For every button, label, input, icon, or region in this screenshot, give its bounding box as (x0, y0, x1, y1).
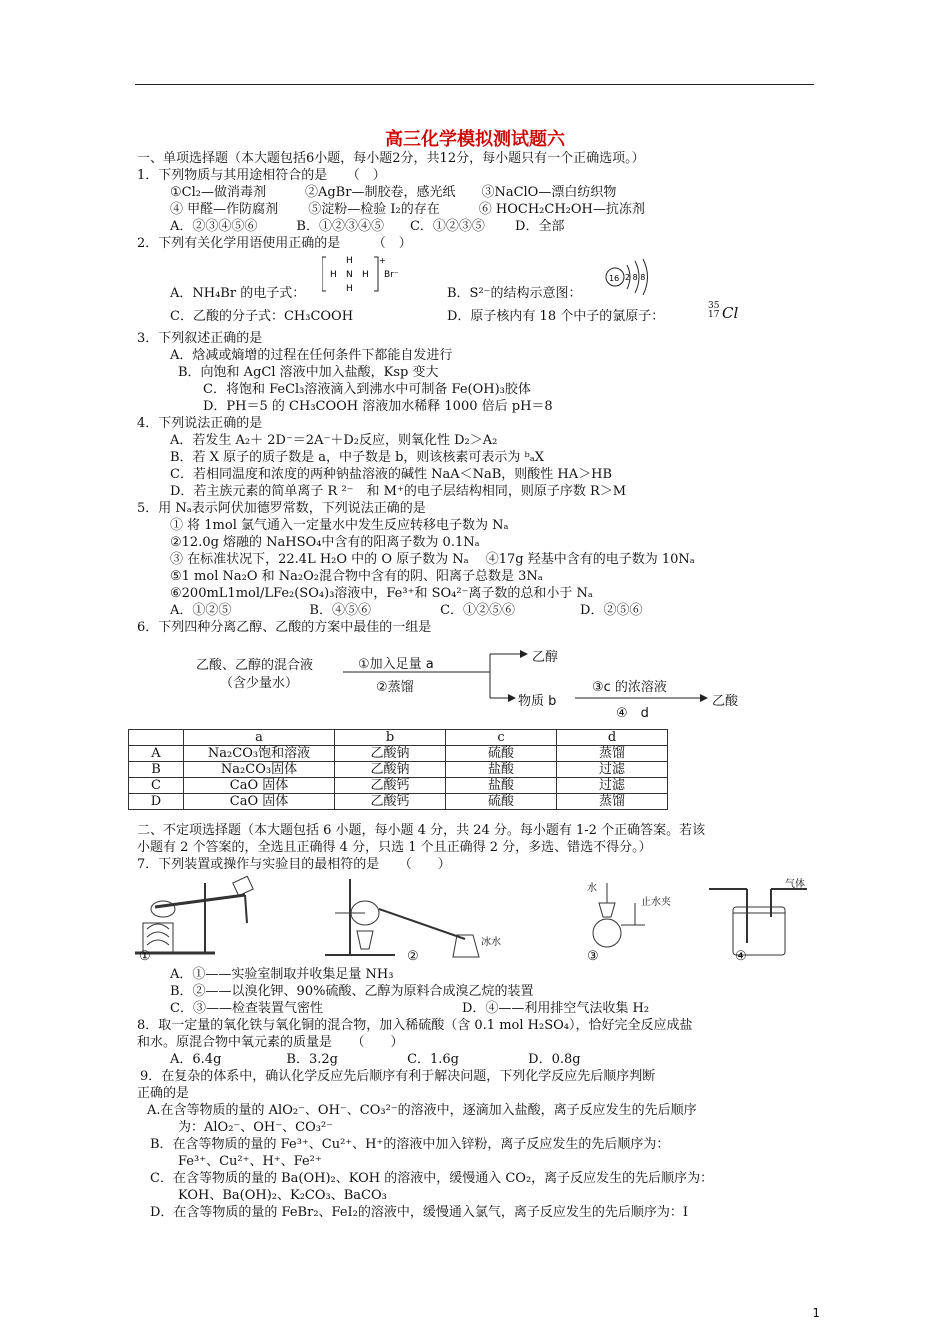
table-cell: CaO 固体 (184, 794, 335, 810)
flow-step4: ④ d (616, 706, 649, 721)
section-2-heading-line1: 二、不定项选择题（本大题包括 6 小题，每小题 4 分，共 24 分。每小题有 1-2 个正确答案。若该 (137, 823, 706, 838)
bromide-label: Br⁻ (384, 270, 399, 280)
q4-option-d: D．若主族元素的简单离子 R ²⁻ 和 M⁺的电子层结构相同，则原子序数 R＞M (170, 484, 627, 499)
flow-substance-b: 物质 b (518, 694, 557, 709)
table-cell: CaO 固体 (184, 778, 335, 794)
q3-option-b: B．向饱和 AgCl 溶液中加入盐酸，Ksp 变大 (178, 365, 439, 380)
apparatus-label-2: ② (407, 949, 419, 964)
table-cell: C (129, 778, 184, 794)
page-number: 1 (812, 1306, 820, 1320)
q4-option-b: B．若 X 原子的质子数是 a，中子数是 b，则该核素可表示为 ᵇₐX (170, 450, 545, 465)
flow-step3: ③c 的浓溶液 (592, 680, 667, 695)
table-header-row (129, 730, 668, 746)
flow-step2: ②蒸馏 (376, 680, 414, 695)
q5-line2: ②12.0g 熔融的 NaHSO₄中含有的阳离子数为 0.1Nₐ (170, 535, 480, 550)
q7-option-c: C．③——检查装置气密性 (170, 1001, 323, 1016)
q2-option-d: D．原子核内有 18 个中子的氯原子： (447, 309, 665, 324)
q2-stem: 2．下列有关化学用语使用正确的是 （ ） (137, 236, 412, 251)
sulfur-shell-label: 2 8 8 (625, 273, 646, 282)
sulfide-ion-structure-figure (603, 255, 659, 299)
q3-option-c: C．将饱和 FeCl₃溶液滴入到沸水中可制备 Fe(OH)₃胶体 (203, 382, 531, 397)
table-cell: A (129, 746, 184, 762)
svg-text:H: H (346, 256, 353, 266)
flow-acetic-acid: 乙酸 (712, 694, 739, 709)
header-rule (135, 84, 814, 85)
apparatus-water-label: 水 (587, 883, 597, 894)
q3-stem: 3．下列叙述正确的是 (137, 331, 263, 346)
table-cell: 蒸馏 (557, 794, 668, 810)
table-cell: 乙酸钙 (335, 778, 446, 794)
q4-option-a: A．若发生 A₂＋ 2D⁻＝2A⁻＋D₂反应，则氧化性 D₂＞A₂ (170, 433, 498, 448)
q7-option-d: D．④——利用排空气法收集 H₂ (462, 1001, 650, 1016)
q5-line4: ⑤1 mol Na₂O 和 Na₂O₂混合物中含有的阴、阳离子总数是 3Nₐ (170, 569, 543, 584)
table-cell: Na₂CO₃饱和溶液 (184, 746, 335, 762)
q8-options: A．6.4g B．3.2g C．1.6g D．0.8g (170, 1052, 581, 1067)
table-cell: D (129, 794, 184, 810)
q5-stem: 5．用 Nₐ表示阿伏加德罗常数，下列说法正确的是 (137, 501, 426, 516)
chlorine-isotope-symbol (708, 302, 719, 320)
table-cell: 过滤 (557, 778, 668, 794)
q9-option-a-line2: 为：AlO₂⁻、OH⁻、CO₃²⁻ (178, 1120, 334, 1135)
q6-options-table (128, 729, 668, 810)
q6-flow-diagram (190, 640, 770, 722)
q7-stem: 7．下列装置或操作与实验目的最相符的是 （ ） (137, 857, 451, 872)
q1-options: A．②③④⑤⑥ B．①②③④⑤ C．①②③⑤ D．全部 (170, 219, 565, 234)
svg-text:H: H (346, 284, 353, 294)
q3-option-d: D．PH＝5 的 CH₃COOH 溶液加水稀释 1000 倍后 pH＝8 (203, 399, 553, 414)
q2-option-c: C．乙酸的分子式：CH₃COOH (170, 309, 354, 324)
isotope-atomic-number: 17 (708, 310, 720, 320)
section-1-heading: 一、单项选择题（本大题包括6小题，每小题2分，共12分，每小题只有一个正确选项。） (137, 151, 645, 166)
q4-option-c: C．若相同温度和浓度的两种钠盐溶液的碱性 NaA＜NaB，则酸性 HA＞HB (170, 467, 613, 482)
q1-stem: 1．下列物质与其用途相符合的是 （ ） (137, 168, 386, 183)
table-cell: 乙酸钙 (335, 794, 446, 810)
table-cell: 盐酸 (446, 762, 557, 778)
table-cell: 盐酸 (446, 778, 557, 794)
table-cell: 乙酸钠 (335, 746, 446, 762)
apparatus-label-1: ① (139, 949, 151, 964)
apparatus-gas-label: 气体 (785, 879, 805, 890)
q9-option-b-line2: Fe³⁺、Cu²⁺、H⁺、Fe²⁺ (178, 1154, 322, 1169)
page-title: 高三化学模拟测试题六 (385, 129, 565, 150)
q2-option-b: B．S²⁻的结构示意图： (447, 286, 582, 301)
svg-text:+: + (379, 256, 386, 265)
table-cell: 乙酸钠 (335, 762, 446, 778)
svg-text:H: H (330, 270, 337, 280)
table-cell: 过滤 (557, 762, 668, 778)
q7-option-a: A．①——实验室制取并收集足量 NH₃ (170, 967, 394, 982)
q9-option-b-line1: B．在含等物质的量的 Fe³⁺、Cu²⁺、H⁺的溶液中加入锌粉，离子反应发生的先后顺序为： (150, 1137, 670, 1152)
table-cell: Na₂CO₃固体 (184, 762, 335, 778)
table-cell: 硫酸 (446, 794, 557, 810)
q2-option-a: A．NH₄Br 的电子式： (170, 286, 306, 301)
q9-line1: 9．在复杂的体系中，确认化学反应先后顺序有利于解决问题，下列化学反应先后顺序判断 (140, 1069, 656, 1084)
q1-line1: ①Cl₂—做消毒剂 ②AgBr—制胶卷，感光纸 ③NaClO—漂白纺织物 (170, 185, 617, 200)
table-header-cell: d (557, 730, 668, 746)
q7-apparatus-figures (135, 873, 815, 965)
table-row (129, 794, 668, 810)
q9-line2: 正确的是 (137, 1086, 190, 1101)
svg-text:N: N (346, 270, 353, 280)
table-row (129, 778, 668, 794)
table-row (129, 762, 668, 778)
apparatus-label-3: ③ (587, 949, 599, 964)
apparatus-ice-label: 冰水 (481, 937, 501, 948)
table-cell: B (129, 762, 184, 778)
apparatus-clip-label: 止水夹 (641, 897, 671, 908)
q8-line1: 8．取一定量的氧化铁与氧化铜的混合物，加入稀硫酸（含 0.1 mol H₂SO₄），恰好完全反应成盐 (137, 1018, 693, 1033)
q6-stem: 6．下列四种分离乙醇、乙酸的方案中最佳的一组是 (137, 620, 432, 635)
table-header-cell: a (184, 730, 335, 746)
section-2-heading-line2: 小题有 2 个答案的，全选且正确得 4 分，只选 1 个且正确得 2 分，多选、错选不得分。） (137, 840, 652, 855)
q8-line2: 和水。原混合物中氧元素的质量是 （ ） (137, 1035, 404, 1050)
q5-line3: ③ 在标准状况下，22.4L H₂O 中的 O 原子数为 Nₐ ④17g 羟基中含有的电子数为 10Nₐ (170, 552, 695, 567)
table-header-cell: c (446, 730, 557, 746)
nh4br-electron-formula-figure (322, 253, 412, 299)
isotope-element: Cl (722, 304, 739, 322)
svg-text:H: H (362, 270, 369, 280)
q5-line5: ⑥200mL1mol/LFe₂(SO₄)₃溶液中，Fe³⁺和 SO₄²⁻离子数的总和小于 Nₐ (170, 586, 593, 601)
table-cell: 硫酸 (446, 746, 557, 762)
table-row (129, 746, 668, 762)
apparatus-label-4: ④ (735, 949, 747, 964)
flow-mixture: 乙酸、乙醇的混合液 (196, 658, 314, 673)
q9-option-c-line1: C．在含等物质的量的 Ba(OH)₂、KOH 的溶液中，缓慢通入 CO₂，离子反应发生的先后顺序为： (150, 1171, 714, 1186)
table-header-cell (129, 730, 184, 746)
q3-option-a: A．焓减或熵增的过程在任何条件下都能自发进行 (170, 348, 453, 363)
q9-option-d-line1: D．在含等物质的量的 FeBr₂、FeI₂的溶液中，缓慢通入氯气，离子反应发生的先后顺序为：I (150, 1205, 689, 1220)
q9-option-c-line2: KOH、Ba(OH)₂、K₂CO₃、BaCO₃ (178, 1188, 387, 1203)
sulfur-nucleus-label: 16 (609, 274, 620, 283)
q5-options: A．①②⑤ B．④⑤⑥ C．①②⑤⑥ D．②⑤⑥ (170, 603, 643, 618)
q1-line2: ④ 甲醛—作防腐剂 ⑤淀粉—检验 I₂的存在 ⑥ HOCH₂CH₂OH—抗冻剂 (170, 202, 645, 217)
isotope-mass-number: 35 (708, 301, 720, 311)
q9-option-a-line1: A.在含等物质的量的 AlO₂⁻、OH⁻、CO₃²⁻的溶液中，逐滴加入盐酸，离子反应发生的先后顺序 (147, 1103, 697, 1118)
flow-ethanol: 乙醇 (532, 650, 559, 665)
flow-mixture-note: （含少量水） (220, 676, 299, 691)
q5-line1: ① 将 1mol 氯气通入一定量水中发生反应转移电子数为 Nₐ (170, 518, 509, 533)
q7-option-b: B．②——以溴化钾、90%硫酸、乙醇为原料合成溴乙烷的装置 (170, 984, 534, 999)
table-cell: 蒸馏 (557, 746, 668, 762)
table-header-cell: b (335, 730, 446, 746)
q4-stem: 4．下列说法正确的是 (137, 416, 263, 431)
flow-step1: ①加入足量 a (358, 657, 434, 672)
